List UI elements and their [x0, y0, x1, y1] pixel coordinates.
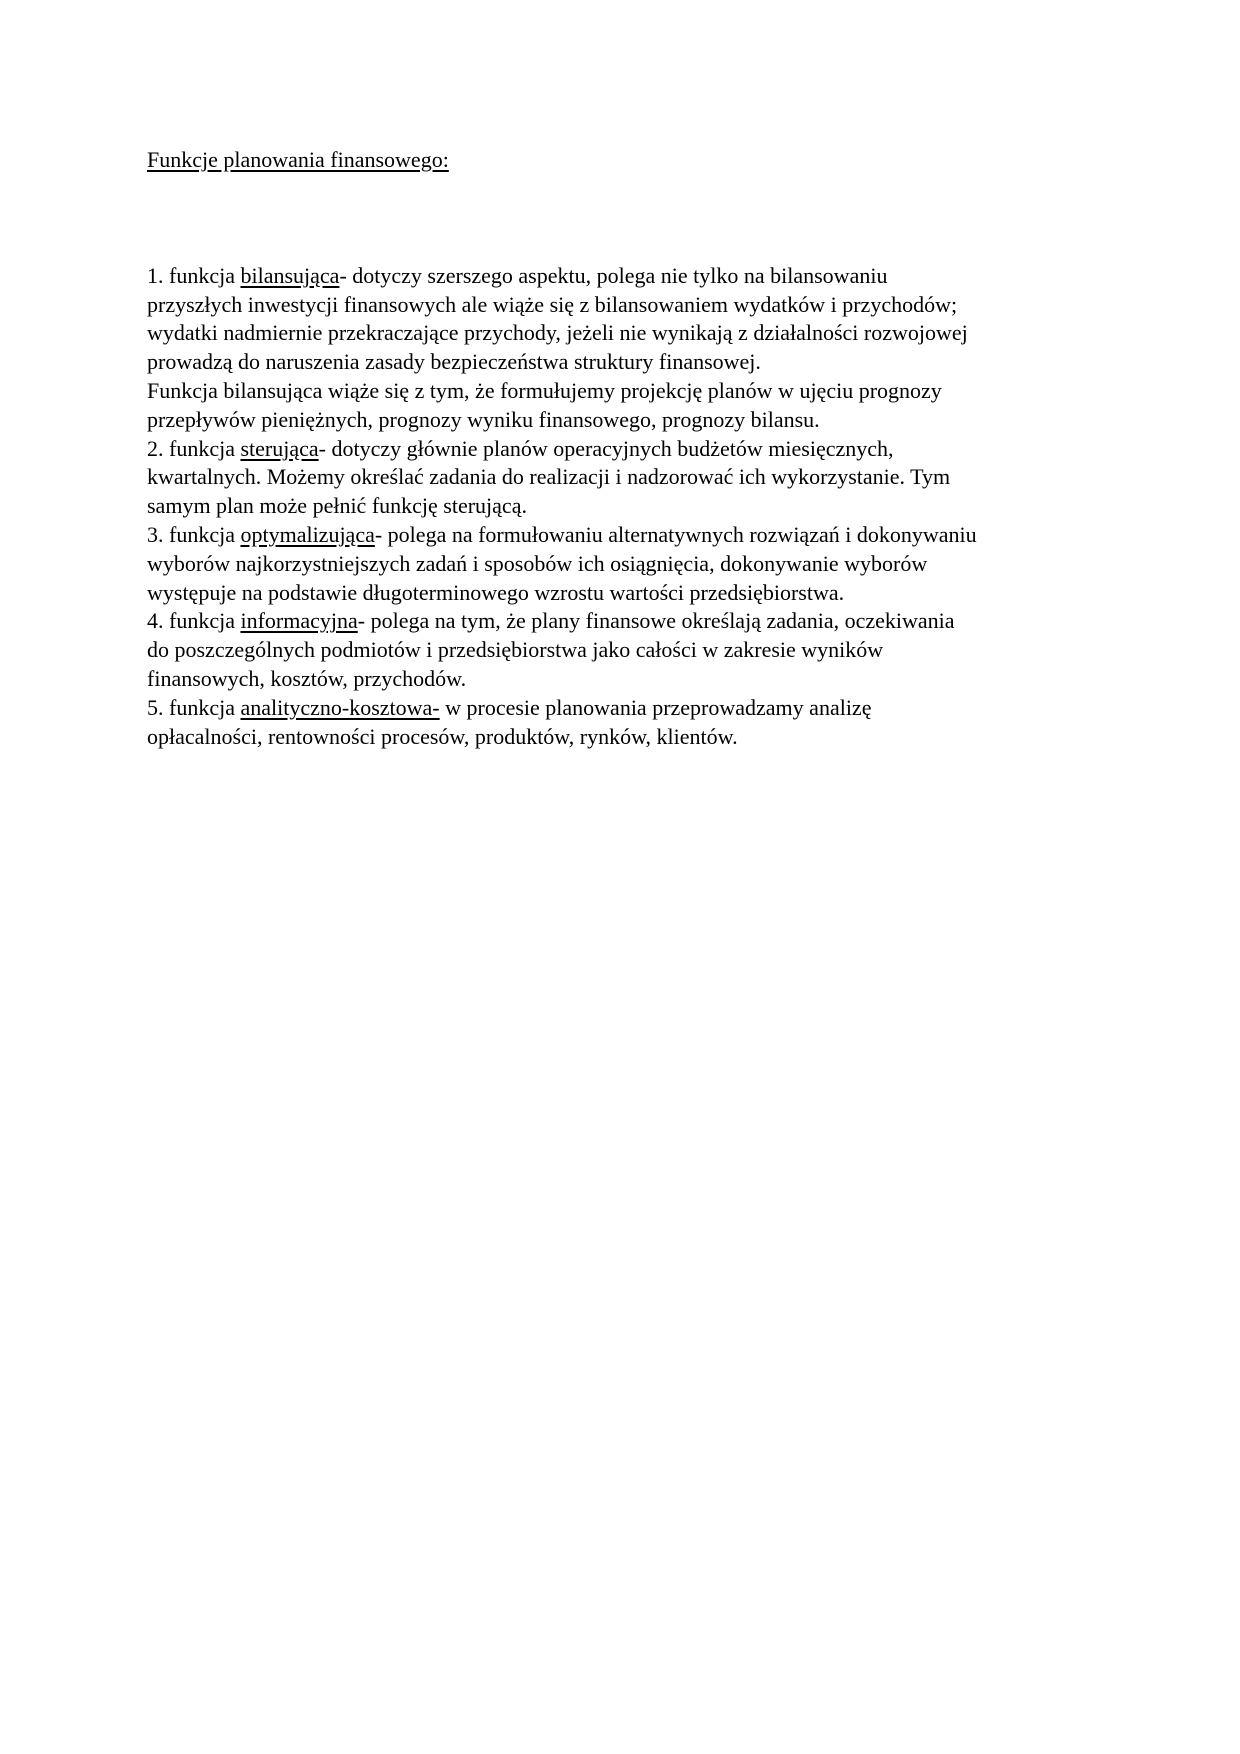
text-line: wyborów najkorzystniejszych zadań i sposobów ich osiągnięcia, dokonywanie wyborów [147, 550, 928, 576]
text-line [147, 607, 1107, 636]
text-line: kwartalnych. Możemy określać zadania do realizacji i nadzorować ich wykorzystanie. Tym [147, 464, 951, 490]
text-line: przepływów pieniężnych, prognozy wyniku finansowego, prognozy bilansu. [147, 406, 820, 432]
text-line: przyszłych inwestycji finansowych ale wiąże się z bilansowaniem wydatków i przychodów; [147, 291, 958, 317]
function-term: analityczno-kosztowa- [240, 694, 440, 720]
text-line [147, 435, 1107, 464]
item-prefix: 5. funkcja [147, 694, 241, 720]
function-term: bilansująca [240, 262, 340, 288]
text-line [147, 694, 1107, 723]
function-term: sterująca [240, 435, 319, 461]
item-prefix: 3. funkcja [147, 521, 241, 547]
paragraph-function-5 [147, 694, 1107, 752]
line-text: - polega na formułowaniu alternatywnych rozwiązań i dokonywaniu [374, 521, 977, 547]
line-text: - polega na tym, że plany finansowe określają zadania, oczekiwania [357, 608, 955, 634]
paragraph-function-2 [147, 435, 1107, 521]
text-line: opłacalności, rentowności procesów, produktów, rynków, klientów. [147, 723, 738, 749]
function-term: optymalizująca [240, 521, 375, 547]
item-prefix: 2. funkcja [147, 435, 241, 461]
line-text: - dotyczy szerszego aspektu, polega nie tylko na bilansowaniu [339, 262, 888, 288]
line-text: - dotyczy głównie planów operacyjnych budżetów miesięcznych, [318, 435, 894, 461]
paragraph-bilansujaca-note [147, 377, 1107, 435]
text-line [147, 262, 1107, 291]
document-body [147, 262, 1107, 752]
text-line: występuje na podstawie długoterminowego wzrostu wartości przedsiębiorstwa. [147, 579, 845, 605]
text-line: do poszczególnych podmiotów i przedsiębiorstwa jako całości w zakresie wyników [147, 637, 884, 663]
document-title: Funkcje planowania finansowego: [147, 147, 449, 172]
document-content [147, 146, 1107, 751]
text-line: Funkcja bilansująca wiąże się z tym, że formułujemy projekcję planów w ujęciu prognozy [147, 377, 942, 403]
text-line: finansowych, kosztów, przychodów. [147, 665, 467, 691]
paragraph-function-4 [147, 607, 1107, 693]
text-line: wydatki nadmiernie przekraczające przychody, jeżeli nie wynikają z działalności rozwojowej [147, 320, 968, 346]
line-text: w procesie planowania przeprowadzamy analizę [439, 694, 872, 720]
paragraph-function-1 [147, 262, 1107, 377]
item-prefix: 4. funkcja [147, 608, 241, 634]
function-term: informacyjna [240, 608, 358, 634]
text-line: samym plan może pełnić funkcję sterującą. [147, 493, 527, 519]
paragraph-function-3 [147, 521, 1107, 607]
text-line [147, 521, 1107, 550]
text-line: prowadzą do naruszenia zasady bezpieczeństwa struktury finansowej. [147, 349, 761, 375]
item-prefix: 1. funkcja [147, 262, 241, 288]
